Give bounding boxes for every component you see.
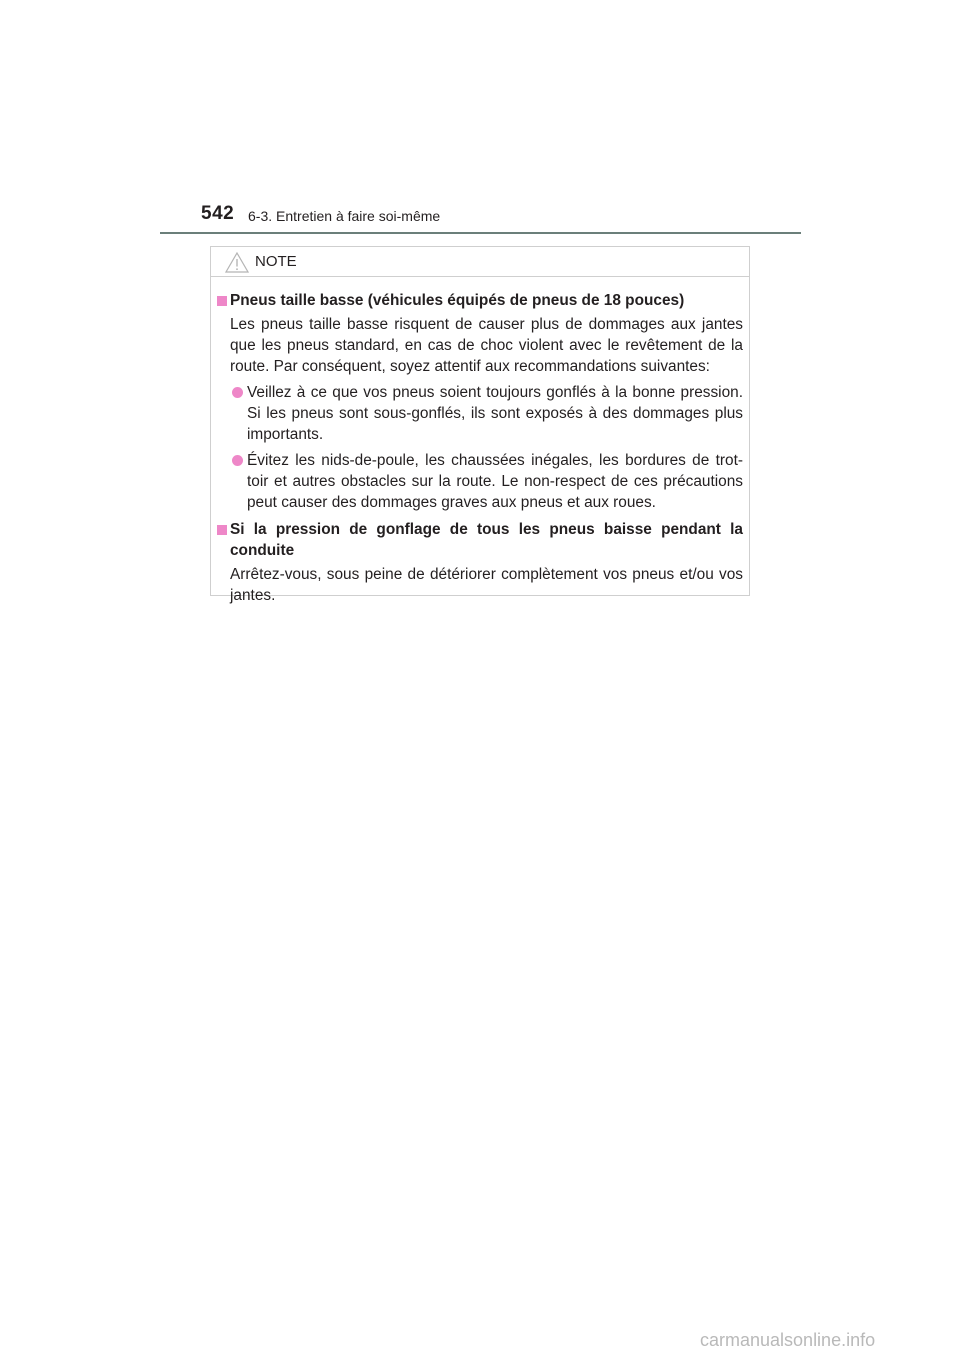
note-body — [211, 277, 749, 606]
square-bullet-icon — [217, 525, 227, 535]
section-paragraph: Arrêtez-vous, sous peine de détériorer complètement vos pneus et/ou vos jantes. — [230, 566, 743, 604]
note-header — [211, 247, 749, 277]
round-bullet-icon — [232, 387, 243, 398]
bullet-text: Évitez les nids-de-poule, les chaussées inégales, les bordures de trot-toir et autres obstacles sur la route. Le non-respect de ces précautions peut causer des dommages graves aux pneus et aux roues. — [247, 452, 743, 511]
note-section-low-profile — [217, 290, 743, 513]
note-box — [210, 246, 750, 604]
bullet-text: Veillez à ce que vos pneus soient toujours gonflés à la bonne pression. Si les pneus sont sous-gonflés, ils sont exposés à des dommages plus importants. — [247, 384, 743, 443]
note-label: NOTE — [255, 253, 297, 270]
section-title: 6-3. Entretien à faire soi-même — [248, 208, 441, 224]
header-rule — [160, 232, 801, 234]
section-heading: Si la pression de gonflage de tous les pneus baisse pendant la conduite — [230, 521, 743, 559]
bullet-item — [232, 382, 743, 445]
note-section-pressure-drop — [217, 519, 743, 606]
section-heading-row — [217, 519, 743, 561]
warning-triangle-icon — [225, 252, 249, 273]
square-bullet-icon — [217, 296, 227, 306]
bullet-item — [232, 450, 743, 513]
section-heading-row — [217, 290, 743, 311]
round-bullet-icon — [232, 455, 243, 466]
watermark: carmanualsonline.info — [700, 1330, 876, 1350]
section-paragraph: Les pneus taille basse risquent de causer plus de dommages aux jantes que les pneus standard, en cas de choc violent avec le revêtement de la route. Par conséquent, soyez attentif aux recommandations suivantes: — [230, 316, 743, 375]
section-heading: Pneus taille basse (véhicules équipés de pneus de 18 pouces) — [230, 292, 685, 309]
page-number: 542 — [201, 203, 235, 224]
